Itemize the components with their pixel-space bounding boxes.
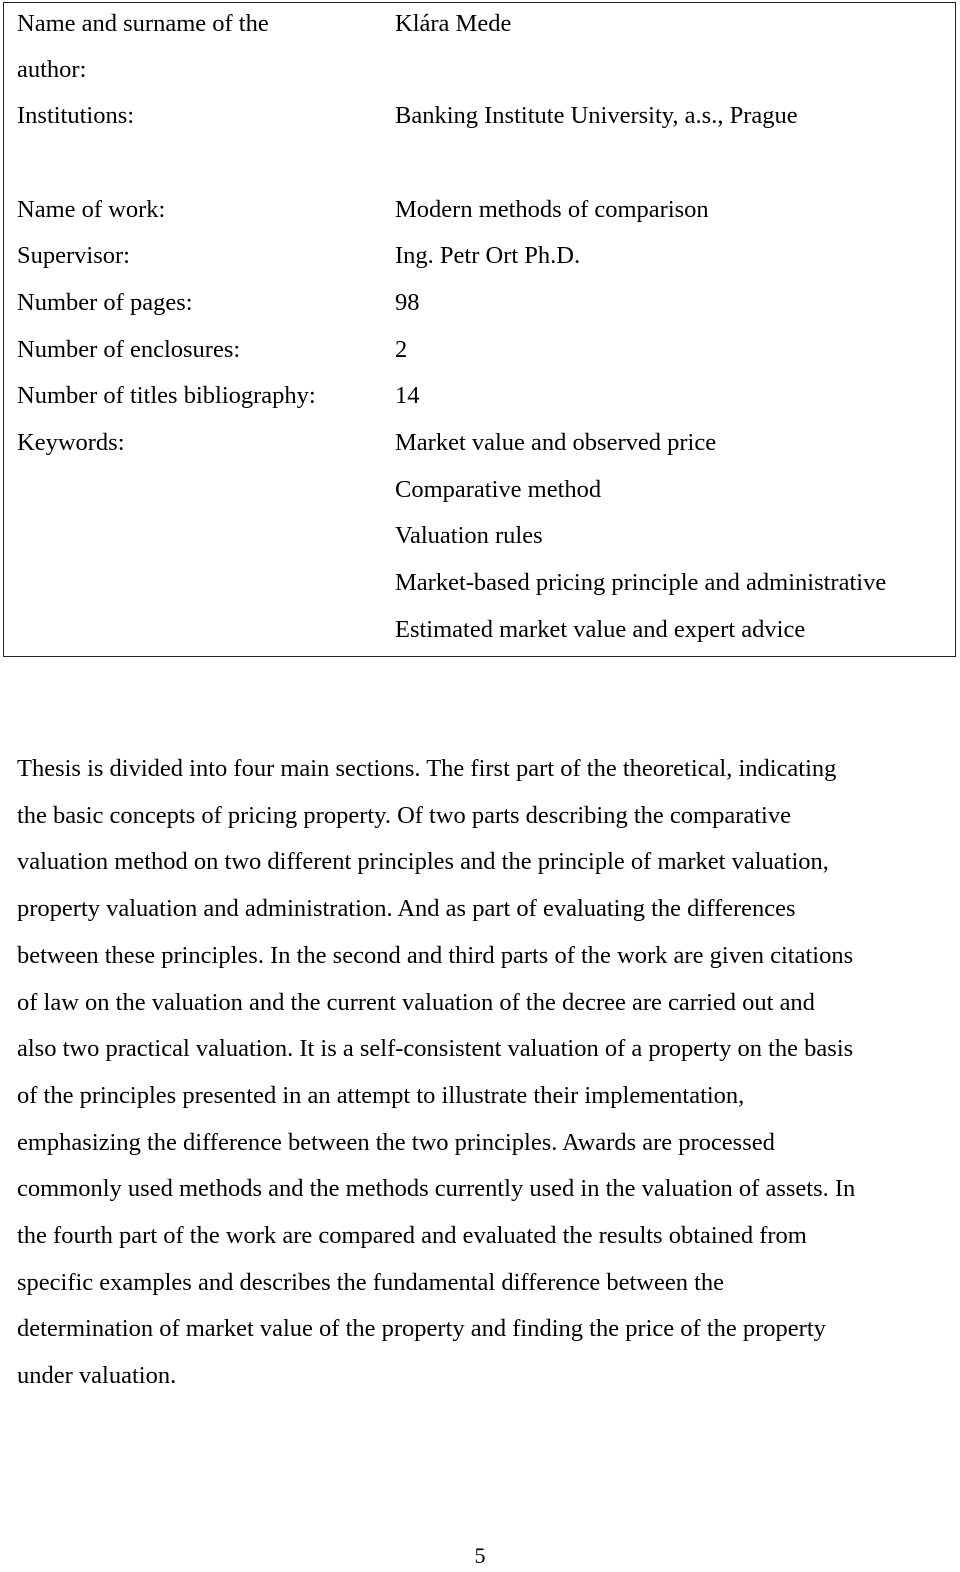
keywords-row [4, 423, 955, 463]
abstract-line: Thesis is divided into four main sections. The first part of the theoretical, indicating [17, 755, 837, 782]
pages-label: Number of pages: [17, 289, 193, 316]
abstract-line: determination of market value of the property and finding the price of the property [17, 1315, 826, 1343]
keyword-item: Valuation rules [395, 522, 543, 549]
abstract-paragraph [17, 746, 957, 1400]
keywords-label: Keywords: [17, 429, 125, 456]
supervisor-value: Ing. Petr Ort Ph.D. [395, 242, 581, 269]
keyword-item: Comparative method [395, 476, 602, 503]
author-row-continued [4, 50, 955, 90]
pages-value: 98 [395, 289, 420, 316]
bibliography-value: 14 [395, 382, 420, 409]
institutions-value: Banking Institute University, a.s., Prague [395, 102, 798, 129]
abstract-line: between these principles. In the second and third parts of the work are given citations [17, 941, 854, 969]
author-label: Name and surname of the [17, 10, 269, 37]
keyword-row [4, 563, 955, 603]
page-number: 5 [474, 1543, 486, 1568]
abstract-line: of law on the valuation and the current valuation of the decree are carried out and [17, 988, 815, 1016]
work-label: Name of work: [17, 196, 166, 223]
author-row [4, 4, 955, 44]
institutions-row [4, 96, 955, 136]
thesis-info-box [3, 2, 956, 657]
supervisor-label: Supervisor: [17, 242, 130, 269]
enclosures-value: 2 [395, 336, 408, 363]
abstract-line: valuation method on two different principles and the principle of market valuation, [17, 848, 829, 876]
keyword-row [4, 610, 955, 650]
keyword-item: Market value and observed price [395, 429, 717, 456]
abstract-line: also two practical valuation. It is a self-consistent valuation of a property on the basis [17, 1035, 854, 1063]
work-row [4, 190, 955, 230]
work-value: Modern methods of comparison [395, 196, 709, 223]
author-value: Klára Mede [395, 10, 512, 37]
abstract-line: the fourth part of the work are compared and evaluated the results obtained from [17, 1222, 807, 1250]
abstract-line: of the principles presented in an attempt to illustrate their implementation, [17, 1081, 745, 1109]
abstract-line: emphasizing the difference between the two principles. Awards are processed [17, 1128, 775, 1156]
keyword-row [4, 516, 955, 556]
pages-row [4, 283, 955, 323]
keyword-item: Estimated market value and expert advice [395, 616, 806, 643]
enclosures-label: Number of enclosures: [17, 336, 241, 363]
abstract-line: specific examples and describes the fundamental difference between the [17, 1268, 725, 1296]
abstract-line: under valuation. [17, 1362, 177, 1390]
supervisor-row [4, 236, 955, 276]
keyword-row [4, 470, 955, 510]
bibliography-row [4, 376, 955, 416]
bibliography-label: Number of titles bibliography: [17, 382, 316, 409]
author-label-continued: author: [17, 56, 87, 83]
enclosures-row [4, 330, 955, 370]
institutions-label: Institutions: [17, 102, 135, 129]
abstract-line: commonly used methods and the methods currently used in the valuation of assets. In [17, 1175, 856, 1203]
abstract-line: property valuation and administration. And as part of evaluating the differences [17, 895, 796, 923]
keyword-item: Market-based pricing principle and administrative [395, 569, 887, 596]
abstract-line: the basic concepts of pricing property. Of two parts describing the comparative [17, 801, 791, 829]
